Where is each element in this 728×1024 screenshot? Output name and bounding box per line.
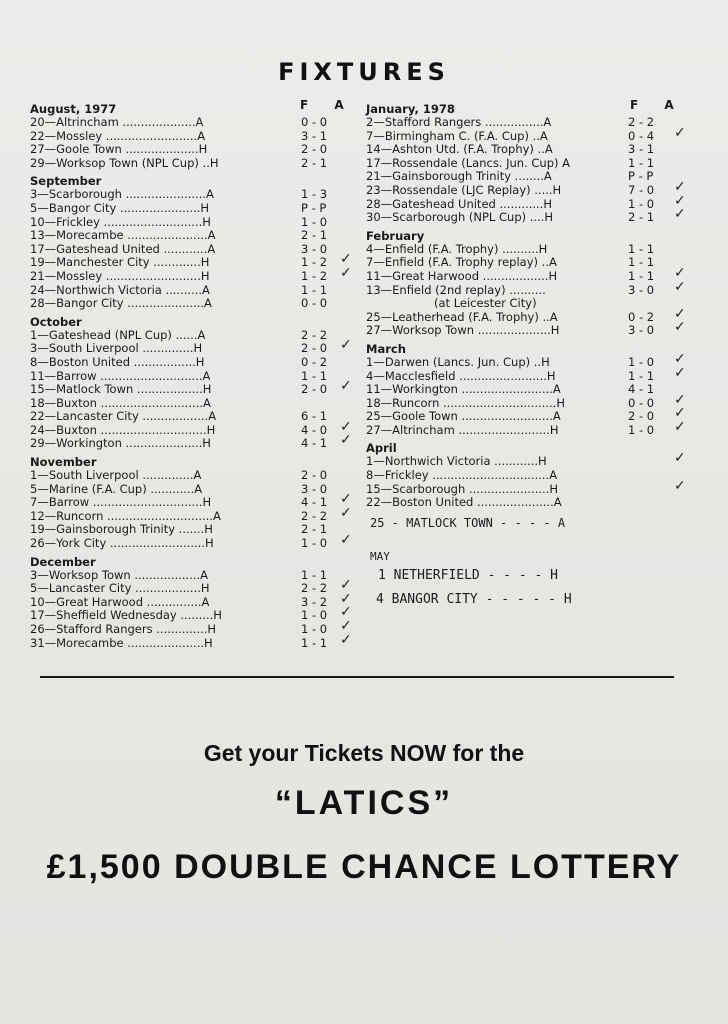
month-heading: March: [366, 341, 406, 356]
month-heading: April: [366, 441, 397, 456]
fixture-score: 1 - 0: [628, 354, 655, 369]
fixture-row: [366, 305, 706, 325]
fixture-text: 14—Ashton Utd. (F.A. Trophy) ..A: [366, 143, 553, 157]
checkmark-icon: ✓: [674, 178, 686, 195]
fixture-text: 7—Enfield (F.A. Trophy replay) ..A: [366, 256, 557, 270]
fixture-text: 10—Great Harwood ...............A: [30, 595, 210, 609]
fixture-score: 3 - 0: [628, 323, 655, 338]
month-heading: November: [30, 455, 97, 470]
checkmark-icon: ✓: [340, 432, 352, 449]
fixture-text: 12—Runcorn .............................A: [30, 509, 221, 523]
checkmark-icon: ✓: [674, 319, 686, 336]
fixture-text: 11—Workington .........................A: [366, 383, 561, 397]
fixture-text: 7—Birmingham C. (F.A. Cup) ..A: [366, 129, 548, 143]
fixture-row: [366, 206, 706, 225]
checkmark-icon: ✓: [674, 264, 686, 281]
fixture-row: [366, 350, 706, 370]
fixture-row: [366, 178, 706, 198]
fixture-text: 5—Marine (F.A. Cup) ............A: [30, 482, 203, 496]
fixture-row: [366, 170, 706, 184]
fixture-score: 4 - 1: [301, 495, 328, 510]
fixture-text: 30—Scarborough (NPL Cup) ....H: [366, 211, 554, 225]
checkmark-icon: ✓: [674, 450, 686, 467]
fixture-text: 11—Great Harwood ..................H: [366, 269, 558, 283]
fixture-score: 3 - 2: [301, 594, 328, 609]
checkmark-icon: ✓: [674, 192, 686, 209]
fixture-text: 29—Worksop Town (NPL Cup) ..H: [30, 156, 219, 170]
fixture-row: [30, 491, 352, 510]
checkmark-icon: ✓: [340, 604, 352, 621]
fixture-score: 2 - 2: [628, 115, 655, 129]
fixture-row: [366, 391, 706, 411]
fixture-score: 0 - 0: [628, 395, 655, 410]
fixture-text: 27—Goole Town ....................H: [30, 143, 208, 157]
fixture-row: [30, 284, 350, 298]
fixture-row: [366, 116, 706, 130]
fixture-row: [30, 432, 352, 451]
fixture-text: 15—Scarborough ......................H: [366, 482, 558, 496]
fixture-text: 22—Mossley .........................A: [30, 129, 206, 143]
fixture-score: 0 - 0: [301, 115, 328, 129]
fixture-score: 1 - 0: [301, 536, 328, 551]
fixture-row: [366, 405, 706, 424]
fixture-text: 15—Matlock Town ..................H: [30, 383, 212, 397]
fixture-row: [30, 590, 352, 610]
fixture-text: 22—Lancaster City ..................A: [30, 410, 217, 424]
fixture-row: [366, 496, 706, 510]
checkmark-icon: ✓: [340, 264, 352, 281]
fixture-row: [30, 569, 350, 583]
checkmark-icon: ✓: [674, 364, 686, 381]
fixture-text: 19—Manchester City .............H: [30, 256, 210, 270]
fixture-row: [30, 130, 350, 144]
fixture-row: [30, 532, 352, 551]
fixture-text: 22—Boston United .....................A: [366, 496, 562, 510]
fixture-row: [30, 251, 352, 270]
checkmark-icon: ✓: [674, 278, 686, 295]
fixture-row: [30, 577, 352, 596]
checkmark-icon: ✓: [674, 124, 686, 141]
fixture-text: 5—Bangor City ......................H: [30, 201, 210, 215]
checkmark-icon: ✓: [340, 418, 352, 435]
month-heading: February: [366, 228, 425, 243]
fixture-text: 10—Frickley ...........................H: [30, 215, 211, 229]
fixture-text: 4—Enfield (F.A. Trophy) ..........H: [366, 242, 548, 256]
fixtures-column-left: [30, 98, 350, 650]
fixture-score: 4 - 1: [628, 382, 655, 397]
promo-line-2: “LATICS”: [274, 784, 454, 822]
checkmark-icon: ✓: [674, 477, 686, 494]
fixture-score: 1 - 2: [301, 268, 328, 283]
fixture-list-right: [366, 98, 706, 510]
fixture-row: [366, 450, 706, 469]
fixture-score: 3 - 0: [301, 241, 328, 256]
fixture-text: 5—Lancaster City ..................H: [30, 582, 210, 596]
fixture-score: 3 - 1: [628, 142, 655, 157]
fixture-score: 1 - 1: [301, 282, 328, 297]
fixture-row: [366, 418, 706, 438]
fixture-row: [366, 364, 706, 384]
fixture-row: [366, 243, 706, 257]
fixture-text: 31—Morecambe .....................H: [30, 636, 213, 650]
fixture-row: [30, 264, 352, 284]
fixture-score: 1 - 0: [301, 608, 328, 623]
fixture-text: 3—Worksop Town ..................A: [30, 568, 209, 582]
fixture-text: 25—Goole Town .........................A: [366, 410, 561, 424]
fixture-score: 1 - 1: [301, 368, 328, 383]
fixture-text: 1—Darwen (Lancs. Jun. Cup) ..H: [366, 355, 550, 369]
month-heading: October: [30, 314, 82, 329]
fixture-text: 27—Worksop Town ....................H: [366, 324, 560, 338]
fixture-row: [30, 418, 352, 438]
fixture-score: 3 - 0: [628, 282, 655, 297]
checkmark-icon: ✓: [340, 491, 352, 508]
fixture-score: 2 - 2: [301, 581, 328, 596]
checkmark-icon: ✓: [674, 405, 686, 422]
fixture-score: 1 - 1: [628, 368, 655, 383]
fixture-score: 1 - 3: [301, 187, 328, 202]
fixture-text: 24—Northwich Victoria ..........A: [30, 283, 210, 297]
fixture-score: 2 - 1: [628, 210, 655, 225]
checkmark-icon: ✓: [340, 251, 352, 268]
fixture-text: 21—Gainsborough Trinity ........A: [366, 170, 552, 184]
fixture-score: 0 - 4: [628, 128, 655, 143]
fixture-score: 3 - 1: [301, 128, 328, 143]
fixture-text: 3—Scarborough ......................A: [30, 188, 214, 202]
checkmark-icon: ✓: [340, 631, 352, 648]
fixture-row: [30, 370, 350, 384]
section-divider: [40, 676, 674, 678]
fixtures-column-right: [366, 98, 706, 607]
fixture-text: 1—Northwich Victoria ............H: [366, 455, 547, 469]
fixture-score: 2 - 2: [301, 508, 328, 523]
fixture-row: [30, 483, 350, 497]
fixture-score: 1 - 0: [301, 622, 328, 636]
fixture-row: [30, 631, 352, 651]
fixture-score: 2 - 0: [301, 341, 328, 356]
fixture-text: 25—Leatherhead (F.A. Trophy) ..A: [366, 310, 558, 324]
fixture-text: 13—Morecambe ......................A: [30, 229, 216, 243]
fixture-row: [30, 216, 350, 230]
fixture-text: 28—Gateshead United ............H: [366, 197, 552, 211]
checkmark-icon: ✓: [340, 590, 352, 607]
checkmark-icon: ✓: [674, 418, 686, 435]
fixture-score: 1 - 1: [301, 635, 328, 650]
fixture-score: P - P: [301, 200, 327, 215]
fixture-row: [30, 243, 350, 257]
fixture-text: 26—York City ..........................H: [30, 537, 214, 551]
fixture-text: 8—Frickley ................................A: [366, 469, 558, 483]
fixture-score: 1 - 0: [301, 214, 328, 229]
fixture-score: 2 - 2: [301, 327, 328, 342]
fixture-row: [30, 188, 350, 202]
fixture-row: [30, 202, 350, 216]
fixture-row: [366, 469, 706, 483]
fixture-text: 18—Runcorn ...............................H: [366, 396, 565, 410]
checkmark-icon: ✓: [674, 350, 686, 367]
fixture-row: [30, 116, 350, 130]
month-heading: December: [30, 554, 96, 569]
fixture-score: 4 - 0: [301, 422, 328, 437]
checkmark-icon: ✓: [340, 378, 352, 395]
fixture-text: 17—Gateshead United ............A: [30, 242, 216, 256]
fixture-text: 28—Bangor City .....................A: [30, 297, 212, 311]
fixture-score: 2 - 1: [301, 155, 328, 170]
fixture-score: 2 - 0: [628, 409, 655, 424]
fixture-row: [30, 604, 352, 623]
fixture-text: 7—Barrow ..............................H: [30, 496, 212, 510]
fixture-row: [30, 229, 350, 243]
fixture-row: [30, 618, 352, 637]
fixture-row: [30, 523, 350, 537]
page-title: FIXTURES: [278, 58, 450, 86]
fixture-score: 4 - 1: [301, 436, 328, 451]
fixture-row: [366, 256, 706, 270]
fixture-row: [366, 192, 706, 212]
fixture-score: 2 - 0: [301, 142, 328, 157]
fixture-text: 19—Gainsborough Trinity .......H: [30, 523, 213, 537]
fixture-score: 1 - 1: [628, 268, 655, 283]
fixture-list-left: [30, 98, 350, 650]
fixture-score: 1 - 0: [628, 196, 655, 211]
checkmark-icon: ✓: [340, 337, 352, 354]
fixture-score: P - P: [628, 169, 654, 184]
fixture-text: 20—Altrincham ....................A: [30, 116, 204, 129]
month-heading: August, 1977: [30, 102, 117, 116]
fixture-row: [30, 397, 350, 411]
fixture-row: [366, 264, 706, 284]
fixture-score: 3 - 0: [301, 481, 328, 496]
fixture-row: [30, 329, 350, 343]
fixture-score: 1 - 1: [628, 241, 655, 256]
fixture-row: [30, 410, 350, 424]
fixture-row: [30, 378, 352, 397]
fa-header-left: F A: [300, 98, 344, 112]
fixture-row: [366, 383, 706, 397]
fixture-text: 23—Rossendale (LJC Replay) .....H: [366, 183, 562, 197]
fixture-text: 1—South Liverpool ..............A: [30, 469, 202, 483]
fixture-score: 2 - 1: [301, 228, 328, 243]
fixture-text: 29—Workington .....................H: [30, 437, 211, 451]
fixture-score: 6 - 1: [301, 409, 328, 424]
fixture-row: [30, 356, 350, 370]
fixture-text: 18—Buxton ............................A: [30, 396, 211, 410]
fixture-text: 8—Boston United .................H: [30, 355, 205, 369]
checkmark-icon: ✓: [674, 305, 686, 322]
promo-line-1: Get your Tickets NOW for the: [203, 740, 525, 766]
fixture-row: [366, 297, 706, 311]
fixture-row: [30, 297, 350, 311]
fixture-row: [366, 278, 706, 298]
fixture-row: [30, 504, 352, 524]
fixture-score: 1 - 1: [301, 567, 328, 582]
fixture-text: 26—Stafford Rangers ..............H: [30, 623, 217, 636]
handwritten-may-label: MAY: [370, 550, 390, 563]
fixture-row: [30, 157, 350, 171]
fixture-text: 3—South Liverpool ..............H: [30, 342, 203, 356]
fixture-row: [366, 319, 706, 338]
checkmark-icon: ✓: [674, 206, 686, 223]
fixture-score: 7 - 0: [628, 182, 655, 197]
fixture-row: [30, 469, 350, 483]
checkmark-icon: ✓: [340, 577, 352, 594]
fixture-text: 2—Stafford Rangers ................A: [366, 116, 552, 129]
fixture-score: 2 - 0: [301, 468, 328, 483]
fixture-score: 1 - 1: [628, 155, 655, 170]
handwritten-may-fixture-1: 1 NETHERFIELD - - - - H: [378, 568, 559, 583]
fixture-row: [366, 143, 706, 157]
checkmark-icon: ✓: [340, 618, 352, 634]
fixture-text: 17—Rossendale (Lancs. Jun. Cup) A: [366, 156, 571, 170]
fa-header-right: F A: [630, 98, 674, 112]
fixture-score: 2 - 1: [301, 522, 328, 537]
fixture-row: [366, 124, 706, 144]
checkmark-icon: ✓: [340, 532, 352, 549]
checkmark-icon: ✓: [340, 504, 352, 521]
fixture-text: 21—Mossley ..........................H: [30, 269, 210, 283]
fixture-score: 0 - 2: [301, 354, 328, 369]
fixture-score: 1 - 0: [628, 422, 655, 437]
fixture-score: 1 - 1: [628, 255, 655, 270]
fixture-score: 0 - 2: [628, 309, 655, 324]
fixture-text: 4—Macclesfield ........................H: [366, 369, 556, 383]
fixture-text: 24—Buxton .............................H: [30, 423, 216, 437]
fixture-text: 13—Enfield (2nd replay) ..........: [366, 283, 546, 297]
handwritten-april-fixture: 25 - MATLOCK TOWN - - - - A: [370, 516, 566, 530]
fixture-row: [30, 337, 352, 356]
handwritten-may-fixture-2: 4 BANGOR CITY - - - - - H: [376, 592, 572, 607]
fixture-score: 1 - 2: [301, 255, 328, 270]
fixture-row: [366, 157, 706, 171]
fixture-text: 1—Gateshead (NPL Cup) ......A: [30, 328, 206, 342]
fixture-score: 2 - 0: [301, 382, 328, 397]
month-heading: January, 1978: [366, 102, 455, 116]
fixture-row: [30, 143, 350, 157]
fixture-text: (at Leicester City): [434, 297, 537, 311]
fixture-text: 27—Altrincham .........................H: [366, 423, 559, 437]
fixture-text: 17—Sheffield Wednesday .........H: [30, 609, 222, 623]
month-heading: September: [30, 174, 102, 189]
fixture-score: 0 - 0: [301, 296, 328, 311]
fixture-row: [366, 477, 706, 497]
fixture-text: 11—Barrow ............................A: [30, 369, 211, 383]
promo-line-3: £1,500 DOUBLE CHANCE LOTTERY: [46, 848, 682, 886]
checkmark-icon: ✓: [674, 391, 686, 408]
